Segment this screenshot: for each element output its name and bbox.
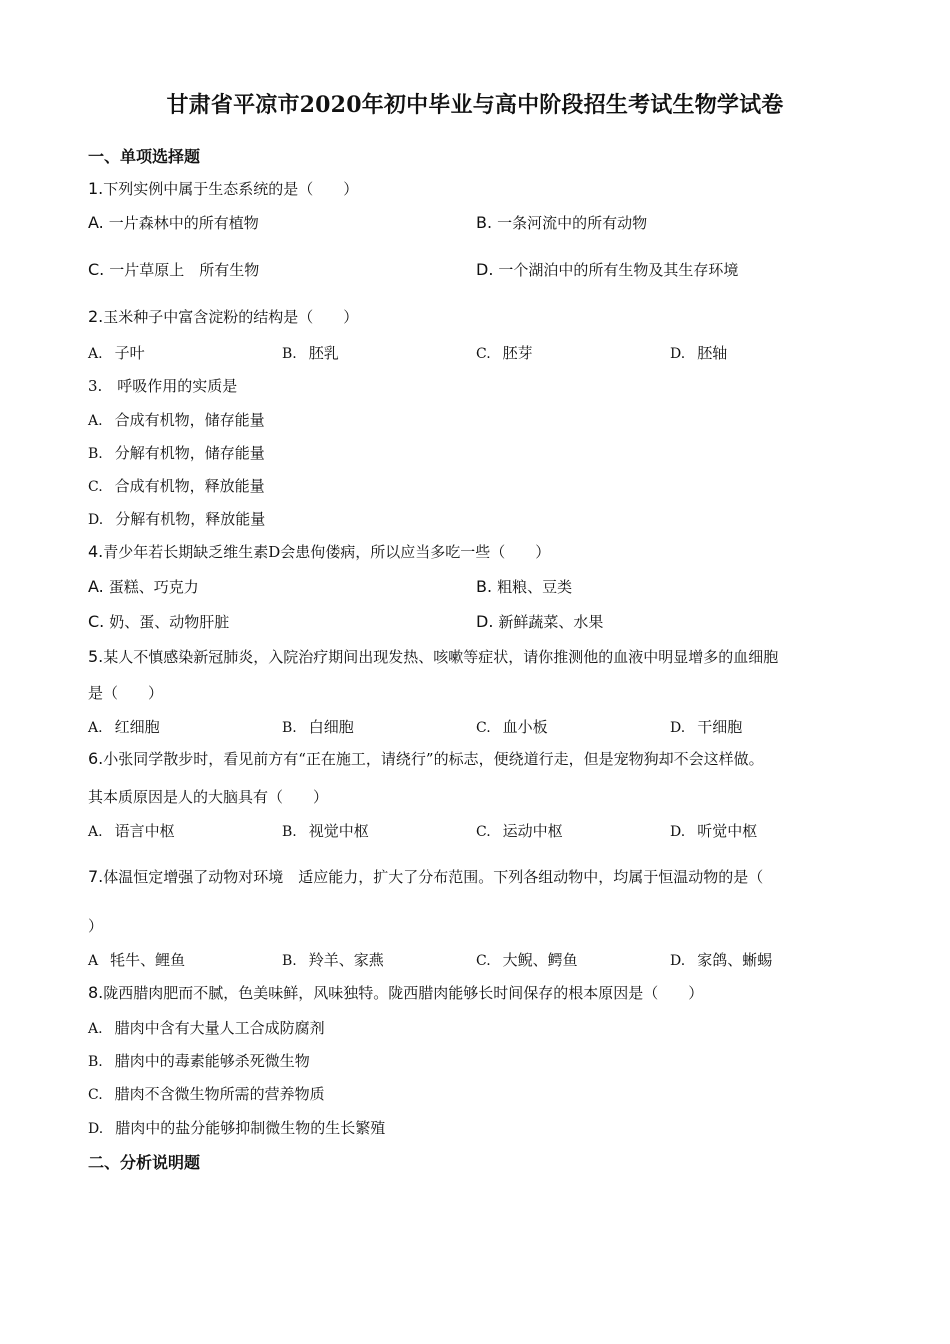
section-heading-single-choice: 一、单项选择题	[88, 147, 201, 166]
question-3-stem: 3. 呼吸作用的实质是	[88, 377, 238, 395]
question-7-stem	[88, 866, 763, 887]
question-1-option-b: B. 一条河流中的所有动物	[476, 213, 648, 232]
question-5-option-a: A. 红细胞	[88, 718, 160, 736]
question-8-option-c: C. 腊肉不含微生物所需的营养物质	[88, 1085, 325, 1103]
question-8-option-b: B. 腊肉中的毒素能够杀死微生物	[88, 1052, 310, 1070]
question-4-option-b: B. 粗粮、豆类	[476, 577, 573, 596]
question-6-option-d: D. 听觉中枢	[670, 822, 758, 840]
question-6-stem-continued: 其本质原因是人的大脑具有（ ）	[88, 788, 329, 806]
question-1-option-d: D. 一个湖泊中的所有生物及其生存环境	[476, 260, 739, 279]
question-8-option-d: D. 腊肉中的盐分能够抑制微生物的生长繁殖	[88, 1119, 386, 1137]
question-5-option-b: B. 白细胞	[282, 718, 354, 736]
question-text: 玉米种子中富含淀粉的结构是（ ）	[103, 308, 359, 326]
question-5-option-c: C. 血小板	[476, 718, 548, 736]
question-6-stem	[88, 748, 764, 769]
question-text: 体温恒定增强了动物对环境 适应能力，扩大了分布范围。下列各组动物中，均属于恒温动物的是（	[103, 868, 764, 886]
question-7-option-c: C. 大鲵、鳄鱼	[476, 951, 578, 969]
question-text: 小张同学散步时，看见前方有“正在施工，请绕行”的标志，便绕道行走，但是宠物狗却不会这样做。	[103, 750, 764, 768]
question-7-option-a: A 牦牛、鲤鱼	[88, 951, 186, 969]
question-7-option-d: D. 家鸽、蜥蜴	[670, 951, 773, 969]
question-text: 青少年若长期缺乏维生素D会患佝偻病，所以应当多吃一些（ ）	[103, 543, 551, 561]
question-4-stem	[88, 541, 550, 562]
question-1-option-a: A. 一片森林中的所有植物	[88, 213, 259, 232]
question-1-stem	[88, 178, 358, 199]
question-2-option-a: A. 子叶	[88, 344, 145, 362]
question-3-option-a: A. 合成有机物，储存能量	[88, 411, 265, 429]
question-2-option-b: B. 胚乳	[282, 344, 339, 362]
question-1-option-c: C. 一片草原上 所有生物	[88, 260, 260, 279]
question-6-option-c: C. 运动中枢	[476, 822, 563, 840]
question-number: 5.	[88, 647, 104, 666]
question-number: 2.	[88, 307, 104, 326]
question-4-option-c: C. 奶、蛋、动物肝脏	[88, 612, 230, 631]
question-number: 1.	[88, 179, 104, 198]
question-number: 4.	[88, 542, 104, 561]
question-number: 8.	[88, 983, 104, 1002]
question-5-option-d: D. 干细胞	[670, 718, 743, 736]
question-6-option-a: A. 语言中枢	[88, 822, 175, 840]
question-4-option-a: A. 蛋糕、巧克力	[88, 577, 199, 596]
question-text: 陇西腊肉肥而不腻，色美味鲜，风味独特。陇西腊肉能够长时间保存的根本原因是（ ）	[103, 984, 704, 1002]
question-text: 某人不慎感染新冠肺炎，入院治疗期间出现发热、咳嗽等症状，请你推测他的血液中明显增多的血细胞	[103, 648, 779, 666]
section-heading-analysis: 二、分析说明题	[88, 1153, 201, 1172]
question-2-option-d: D. 胚轴	[670, 344, 728, 362]
question-6-option-b: B. 视觉中枢	[282, 822, 369, 840]
question-text: 下列实例中属于生态系统的是（ ）	[103, 180, 359, 198]
question-3-option-d: D. 分解有机物，释放能量	[88, 510, 266, 528]
question-8-stem	[88, 982, 703, 1003]
question-8-option-a: A. 腊肉中含有大量人工合成防腐剂	[88, 1019, 325, 1037]
question-number: 7.	[88, 867, 104, 886]
question-3-option-c: C. 合成有机物，释放能量	[88, 477, 265, 495]
question-4-option-d: D. 新鲜蔬菜、水果	[476, 612, 604, 631]
question-5-stem-continued: 是（ ）	[88, 684, 164, 702]
question-7-stem-continued: ）	[88, 917, 104, 935]
exam-title: 甘肃省平凉市2020年初中毕业与高中阶段招生考试生物学试卷	[166, 92, 784, 118]
question-2-option-c: C. 胚芽	[476, 344, 533, 362]
question-2-stem	[88, 306, 358, 327]
question-5-stem	[88, 646, 778, 667]
question-number: 6.	[88, 749, 104, 768]
question-7-option-b: B. 羚羊、家燕	[282, 951, 384, 969]
question-3-option-b: B. 分解有机物，储存能量	[88, 444, 265, 462]
